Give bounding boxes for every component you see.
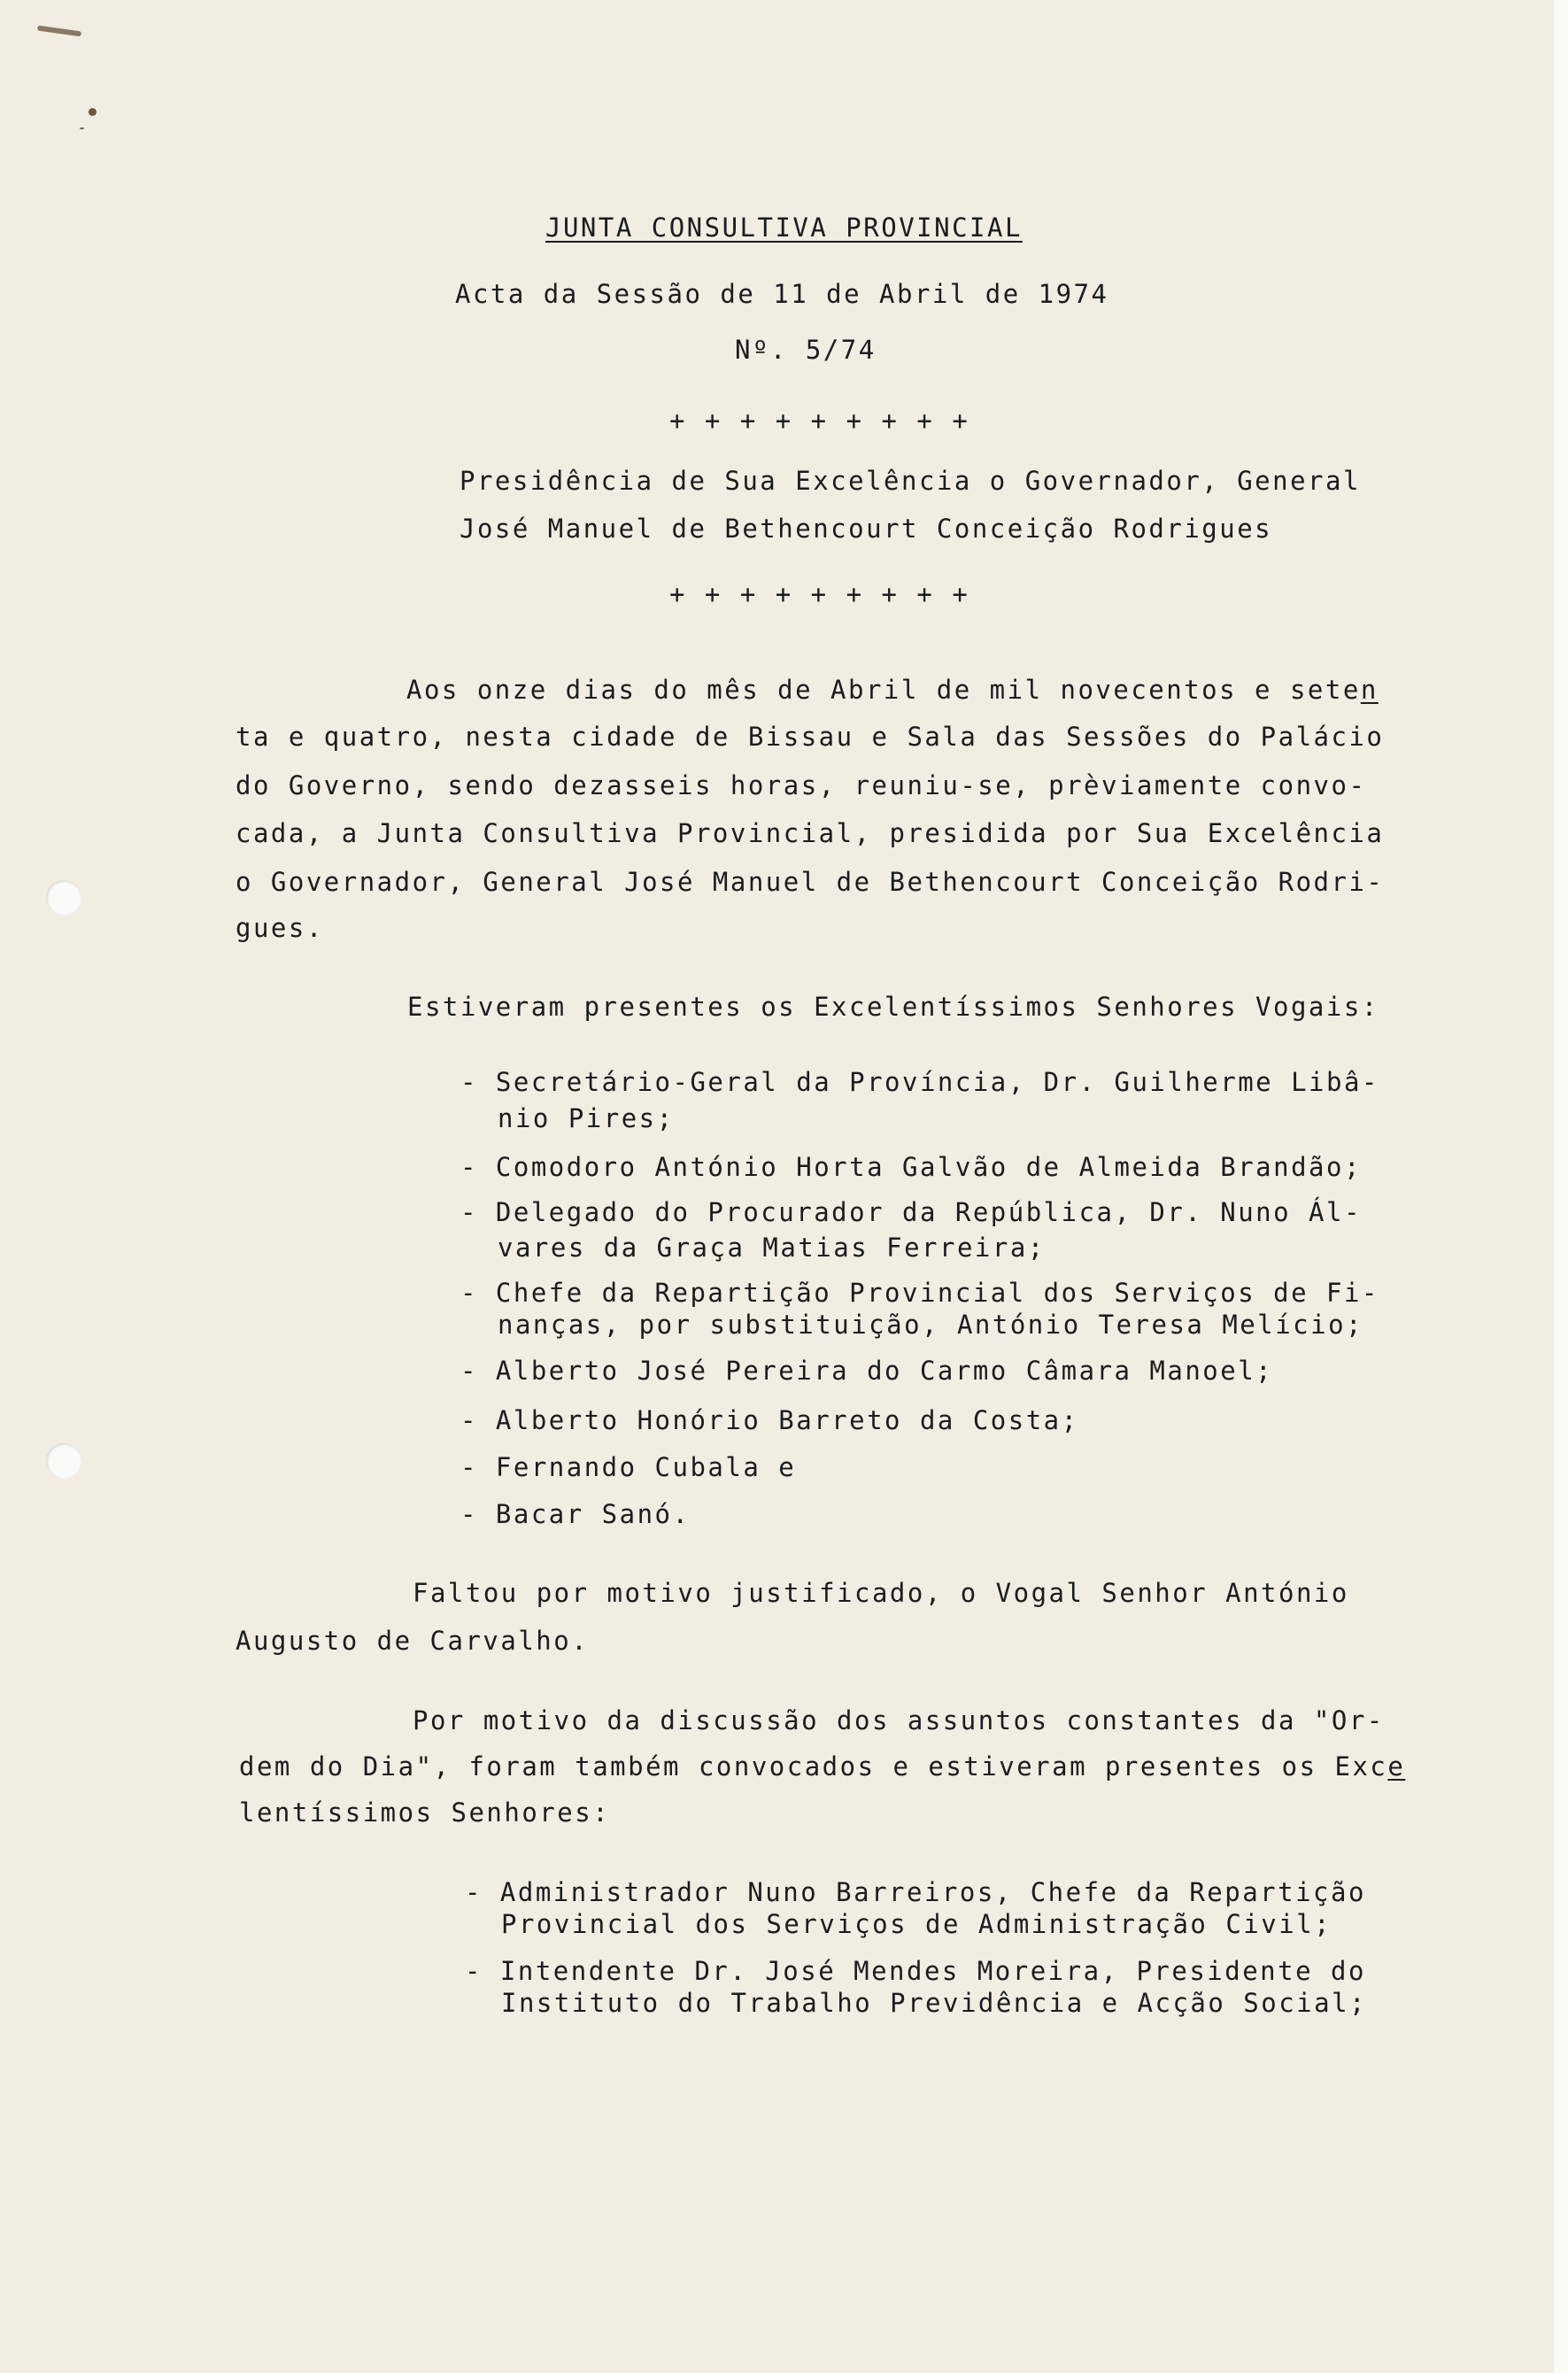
underlined-letter: e bbox=[1387, 1751, 1406, 1782]
punch-hole bbox=[46, 880, 81, 916]
vogal-item: nanças, por substituição, António Teresa Melício; bbox=[498, 1310, 1364, 1340]
invited-item: Provincial dos Serviços de Administração Civil; bbox=[501, 1909, 1332, 1939]
vogal-item: - Comodoro António Horta Galvão de Almeida Brandão; bbox=[460, 1152, 1362, 1182]
vogal-item: - Bacar Sanó. bbox=[460, 1499, 691, 1529]
paragraph-line: gues. bbox=[236, 913, 324, 943]
ink-speck bbox=[89, 108, 97, 116]
paragraph-line bbox=[406, 675, 1379, 706]
paragraph-line: o Governador, General José Manuel de Bethencourt Conceição Rodri- bbox=[236, 867, 1385, 897]
present-intro: Estiveram presentes os Excelentíssimos Senhores Vogais: bbox=[407, 992, 1379, 1022]
separator-bottom: + + + + + + + + + bbox=[669, 579, 970, 609]
paragraph-text: Aos onze dias do mês de Abril de mil novecentos e sete bbox=[406, 675, 1361, 705]
presidency-line: José Manuel de Bethencourt Conceição Rodrigues bbox=[460, 514, 1273, 544]
underlined-letter: n bbox=[1360, 675, 1379, 705]
absent-line: Augusto de Carvalho. bbox=[236, 1626, 590, 1656]
vogal-item: - Fernando Cubala e bbox=[460, 1452, 797, 1482]
vogal-item: nio Pires; bbox=[498, 1103, 675, 1133]
invited-item: - Administrador Nuno Barreiros, Chefe da Repartição bbox=[465, 1877, 1366, 1907]
vogal-item: - Alberto Honório Barreto da Costa; bbox=[460, 1405, 1079, 1435]
separator-top: + + + + + + + + + bbox=[669, 406, 970, 436]
paragraph-line: do Governo, sendo dezasseis horas, reuniu-se, prèviamente convo- bbox=[236, 770, 1367, 800]
invited-item: Instituto do Trabalho Previdência e Acção Social; bbox=[501, 1988, 1368, 2018]
presidency-line: Presidência de Sua Excelência o Governador, General bbox=[460, 466, 1361, 496]
session-subtitle: Acta da Sessão de 11 de Abril de 1974 bbox=[455, 279, 1109, 309]
paper-edge bbox=[1554, 0, 1568, 2373]
ink-speck bbox=[80, 128, 84, 129]
document-number: Nº. 5/74 bbox=[735, 335, 877, 365]
paragraph-line: Por motivo da discussão dos assuntos constantes da "Or- bbox=[413, 1705, 1385, 1735]
paragraph-line: ta e quatro, nesta cidade de Bissau e Sala das Sessões do Palácio bbox=[236, 722, 1385, 752]
vogal-item: - Alberto José Pereira do Carmo Câmara Manoel; bbox=[460, 1356, 1274, 1386]
punch-hole bbox=[46, 1443, 81, 1479]
paragraph-line: cada, a Junta Consultiva Provincial, presidida por Sua Excelência bbox=[236, 818, 1385, 848]
absent-line: Faltou por motivo justificado, o Vogal Senhor António bbox=[413, 1578, 1349, 1608]
vogal-item: - Chefe da Repartição Provincial dos Serviços de Fi- bbox=[460, 1278, 1379, 1308]
document-title: JUNTA CONSULTIVA PROVINCIAL bbox=[545, 213, 1023, 243]
paragraph-line: lentíssimos Senhores: bbox=[239, 1797, 611, 1828]
vogal-item: - Secretário-Geral da Província, Dr. Guilherme Libâ- bbox=[460, 1067, 1379, 1097]
staple-mark bbox=[37, 26, 81, 37]
paragraph-line bbox=[239, 1751, 1405, 1782]
paragraph-text: dem do Dia", foram também convocados e estiveram presentes os Exc bbox=[239, 1751, 1388, 1782]
vogal-item: vares da Graça Matias Ferreira; bbox=[498, 1233, 1046, 1263]
vogal-item: - Delegado do Procurador da República, Dr. Nuno Ál- bbox=[460, 1197, 1362, 1227]
invited-item: - Intendente Dr. José Mendes Moreira, Presidente do bbox=[465, 1956, 1366, 1986]
